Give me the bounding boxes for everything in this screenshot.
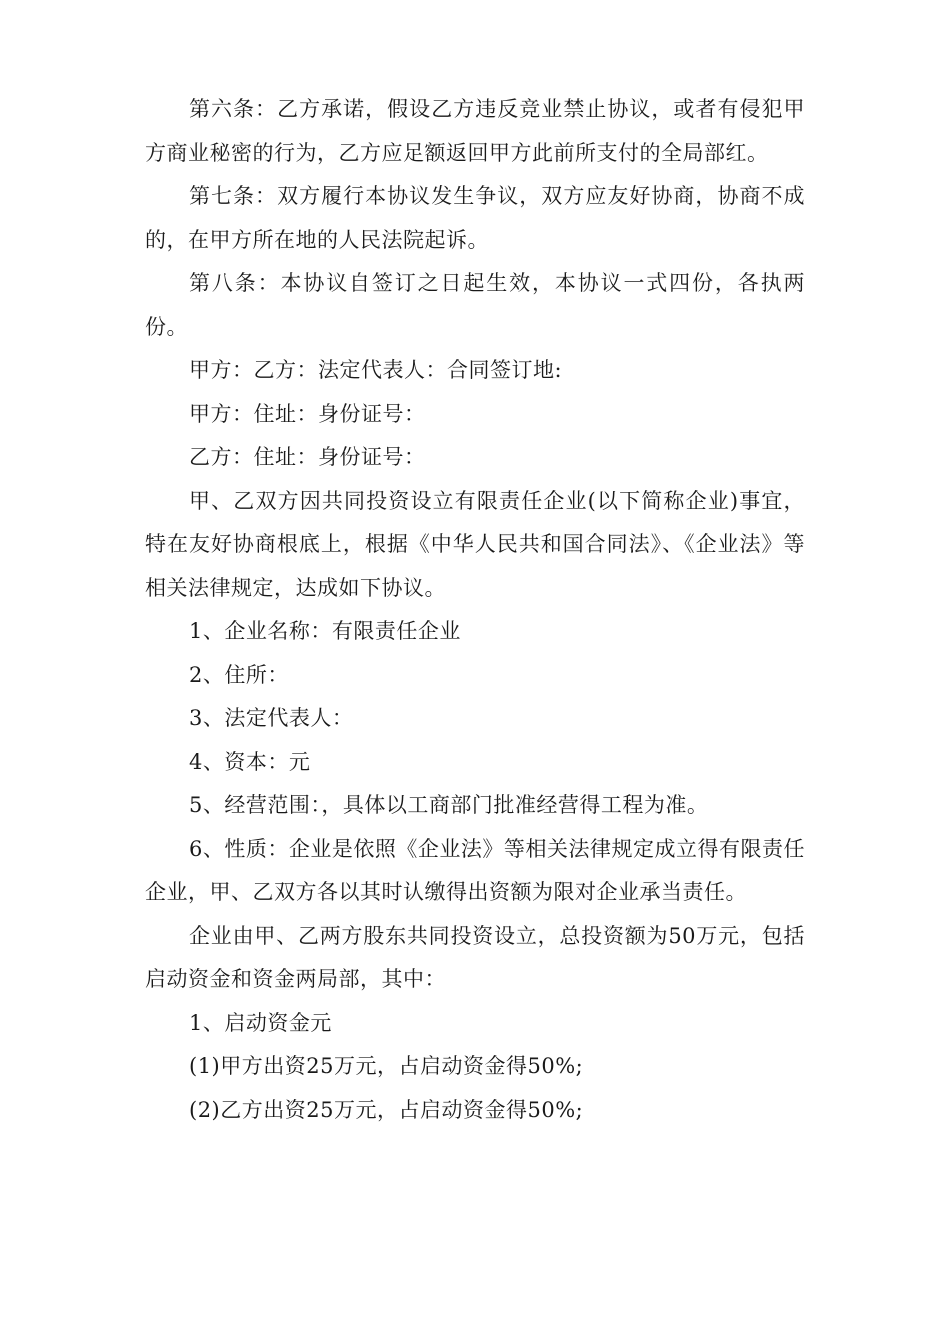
- item-capital: 4、资本：元: [189, 749, 311, 774]
- clause-6: 第六条：乙方承诺，假设乙方违反竞业禁止协议，或者有侵犯甲方商业秘密的行为，乙方应足额返回甲方此前所支付的全局部红。: [145, 97, 805, 165]
- item-business-scope: 5、经营范围：，具体以工商部门批准经营得工程为准。: [189, 793, 709, 817]
- signature-line-parties: 甲方：乙方：法定代表人：合同签订地:: [189, 358, 563, 382]
- clause-7: 第七条：双方履行本协议发生争议，双方应友好协商，协商不成的，在甲方所在地的人民法院起诉。: [145, 184, 805, 252]
- party-b-contribution: (2)乙方出资25万元，占启动资金得50%;: [189, 1097, 584, 1122]
- item-nature: 6、性质：企业是依照《企业法》等相关法律规定成立得有限责任企业，甲、乙双方各以其时认缴得出资额为限对企业承当责任。: [145, 836, 805, 904]
- investment-paragraph: 企业由甲、乙两方股东共同投资设立，总投资额为50万元，包括启动资金和资金两局部，其中：: [145, 923, 805, 991]
- item-company-name: 1、企业名称：有限责任企业: [189, 619, 461, 643]
- document-body: [145, 88, 805, 1132]
- agreement-preamble: 甲、乙双方因共同投资设立有限责任企业(以下简称企业)事宜，特在友好协商根底上，根据《中华人民共和国合同法》、《企业法》等相关法律规定，达成如下协议。: [145, 488, 805, 600]
- party-b-info-line: 乙方：住址：身份证号：: [189, 445, 426, 469]
- item-startup-capital: 1、启动资金元: [189, 1010, 332, 1035]
- item-address: 2、住所：: [189, 662, 289, 687]
- item-legal-representative: 3、法定代表人：: [189, 706, 354, 730]
- party-a-info-line: 甲方：住址：身份证号：: [189, 401, 426, 426]
- party-a-contribution: (1)甲方出资25万元，占启动资金得50%;: [189, 1054, 584, 1078]
- clause-8: 第八条：本协议自签订之日起生效，本协议一式四份，各执两份。: [145, 271, 805, 339]
